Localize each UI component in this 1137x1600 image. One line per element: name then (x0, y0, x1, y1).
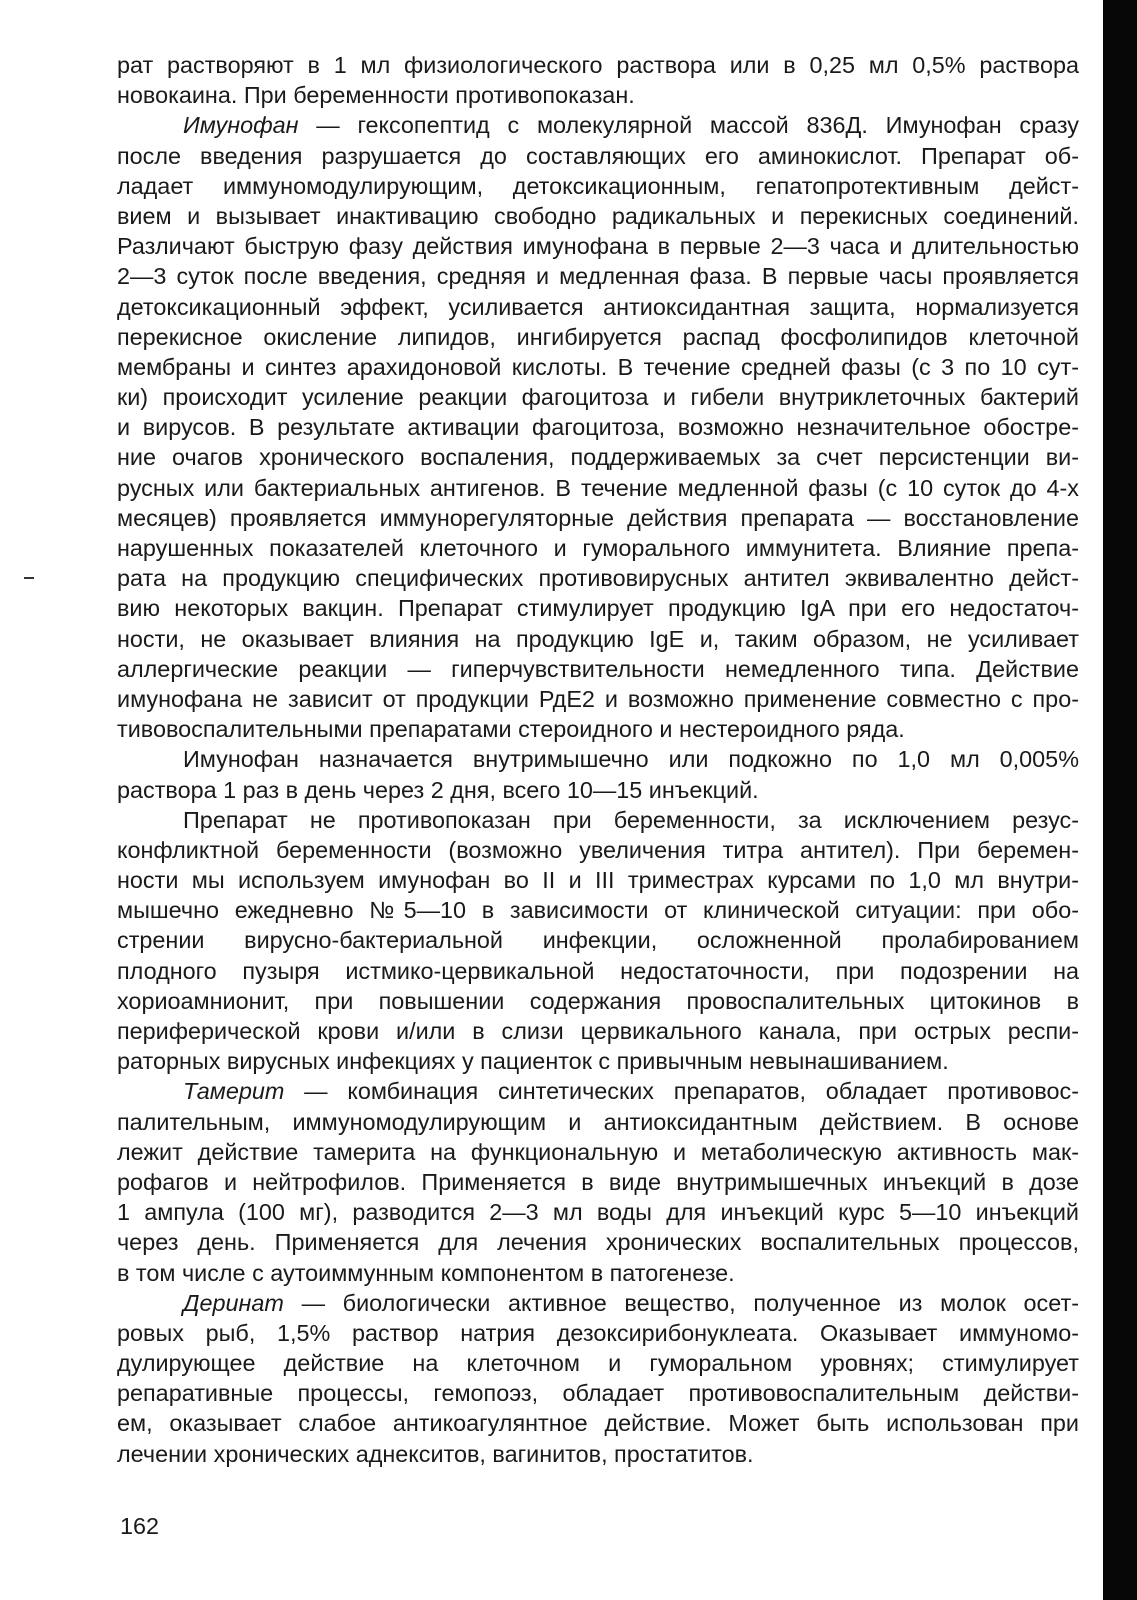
line-text: рат растворяют в 1 мл физиологического раствора или в 0,25 мл 0,5% раствора (117, 52, 1079, 78)
text-line (117, 744, 1079, 774)
line-text: Препарат не противопоказан при беременности, за исключением резус- (183, 806, 1079, 833)
line-text: палительным, иммуномодулирующим и антиоксидантным действием. В основе (117, 1108, 1079, 1135)
line-text: раствора 1 раз в день через 2 дня, всего 10—15 инъекций. (117, 776, 759, 803)
text-line (117, 1076, 1079, 1106)
line-text: плодного пузыря истмико-цервикальной недостаточности, при подозрении на (117, 957, 1079, 984)
text-line (117, 1258, 1079, 1288)
paragraph (117, 805, 1079, 1077)
text-line (117, 382, 1079, 412)
text-line (117, 986, 1079, 1016)
line-text: ладает иммуномодулирующим, детоксикационным, гепатопротективным дейст- (117, 172, 1079, 199)
line-text: вию некоторых вакцин. Препарат стимулирует продукцию IgA при его недостаточ- (117, 595, 1079, 622)
line-text: аллергические реакции — гиперчувствительности немедленного типа. Действие (117, 655, 1079, 682)
text-line (117, 80, 1079, 110)
text-line (117, 442, 1079, 472)
body-text (117, 50, 1079, 1469)
line-text: — комбинация синтетических препаратов, обладает противовос- (284, 1078, 1079, 1105)
line-text: лечении хронических аднекситов, вагинитов, простатитов. (117, 1440, 754, 1467)
text-line (117, 1227, 1079, 1257)
line-text: стрении вирусно-бактериальной инфекции, осложненной пролабированием (117, 927, 1079, 954)
line-text: репаративные процессы, гемопоэз, обладает противовоспалительным действи- (117, 1380, 1079, 1407)
text-line (117, 1197, 1079, 1227)
text-line (117, 533, 1079, 563)
paragraph (117, 1076, 1079, 1287)
line-text: ки) происходит усиление реакции фагоцитоза и гибели внутриклеточных бактерий (117, 384, 1079, 411)
line-text: Различают быструю фазу действия имунофана в первые 2—3 часа и длительностью (117, 233, 1079, 260)
page-number: 162 (120, 1513, 160, 1539)
text-line (117, 201, 1079, 231)
text-line (117, 835, 1079, 865)
text-line (117, 865, 1079, 895)
line-text: русных или бактериальных антигенов. В течение медленной фазы (с 10 суток до 4-х (117, 474, 1079, 501)
text-line (117, 352, 1079, 382)
text-line (117, 261, 1079, 291)
text-line (117, 503, 1079, 533)
line-text: хориоамнионит, при повышении содержания провоспалительных цитокинов в (117, 987, 1079, 1014)
text-line (117, 1137, 1079, 1167)
line-text: лежит действие тамерита на функциональную и метаболическую активность мак- (117, 1138, 1079, 1165)
line-text: и вирусов. В результате активации фагоцитоза, возможно незначительное обостре- (117, 414, 1079, 441)
line-text: ности, не оказывает влияния на продукцию IgE и, таким образом, не усиливает (117, 625, 1079, 652)
line-text: 2—3 суток после введения, средняя и медленная фаза. В первые часы проявляется (117, 263, 1079, 290)
drug-term: Деринат (183, 1289, 284, 1316)
line-text: — биологически активное вещество, полученное из молок осет- (283, 1289, 1079, 1316)
text-line (117, 1348, 1079, 1378)
line-text: вием и вызывает инактивацию свободно радикальных и перекисных соединений. (117, 202, 1079, 229)
text-line (117, 110, 1079, 140)
line-text: месяцев) проявляется иммунорегуляторные действия препарата — восстановление (117, 504, 1079, 531)
line-text: через день. Применяется для лечения хронических воспалительных процессов, (117, 1229, 1079, 1256)
text-line (117, 775, 1079, 805)
line-text: рофагов и нейтрофилов. Применяется в виде внутримышечных инъекций в дозе (117, 1168, 1079, 1195)
line-text: нарушенных показателей клеточного и гуморального иммунитета. Влияние препа- (117, 535, 1079, 561)
line-text: ности мы используем имунофан во II и III триместрах курсами по 1,0 мл внутри- (117, 867, 1079, 894)
text-line (117, 141, 1079, 171)
text-line (117, 805, 1079, 835)
text-line (117, 624, 1079, 654)
line-text: мембраны и синтез арахидоновой кислоты. В течение средней фазы (с 3 по 10 сут- (117, 353, 1079, 380)
text-line (117, 50, 1079, 80)
text-line (117, 895, 1079, 925)
line-text: ние очагов хронического воспаления, поддерживаемых за счет персистенции ви- (117, 444, 1079, 471)
text-line (117, 925, 1079, 955)
text-line (117, 231, 1079, 261)
text-line (117, 654, 1079, 684)
line-text: раторных вирусных инфекциях у пациенток с привычным невынашиванием. (117, 1048, 949, 1075)
margin-mark (24, 577, 34, 579)
paragraph (117, 1288, 1079, 1469)
line-text: конфликтной беременности (возможно увеличения титра антител). При беремен- (117, 836, 1079, 863)
text-line (117, 956, 1079, 986)
text-line (117, 1046, 1079, 1076)
line-text: — гексопептид с молекулярной массой 836Д. Имунофан сразу (298, 112, 1079, 139)
line-text: новокаина. При беременности противопоказан. (117, 82, 635, 109)
text-line (117, 593, 1079, 623)
text-line (117, 171, 1079, 201)
line-text: ровых рыб, 1,5% раствор натрия дезоксирибонуклеата. Оказывает иммуномо- (117, 1319, 1079, 1346)
line-text: Имунофан назначается внутримышечно или подкожно по 1,0 мл 0,005% (183, 746, 1079, 773)
line-text: ем, оказывает слабое антикоагулянтное действие. Может быть использован при (117, 1410, 1079, 1437)
text-line (117, 1439, 1079, 1469)
text-line (117, 1107, 1079, 1137)
text-line (117, 1378, 1079, 1408)
paragraph (117, 50, 1079, 110)
line-text: мышечно ежедневно №5—10 в зависимости от клинической ситуации: при обо- (117, 897, 1079, 924)
text-line (117, 714, 1079, 744)
line-text: имунофана не зависит от продукции РдЕ2 и возможно применение совместно с про- (117, 685, 1079, 712)
text-line (117, 292, 1079, 322)
line-text: детоксикационный эффект, усиливается антиоксидантная защита, нормализуется (117, 293, 1079, 320)
text-line (117, 563, 1079, 593)
line-text: рата на продукцию специфических противовирусных антител эквивалентно дейст- (117, 565, 1079, 592)
drug-term: Имунофан (183, 112, 299, 139)
text-line (117, 1408, 1079, 1438)
line-text: в том числе с аутоиммунным компонентом в патогенезе. (117, 1259, 735, 1286)
line-text: тивовоспалительными препаратами стероидного и нестероидного ряда. (117, 716, 905, 743)
text-line (117, 1167, 1079, 1197)
text-line (117, 1318, 1079, 1348)
text-line (117, 684, 1079, 714)
text-line (117, 322, 1079, 352)
paragraph (117, 110, 1079, 744)
line-text: дулирующее действие на клеточном и гуморальном уровнях; стимулирует (117, 1350, 1079, 1377)
text-line (117, 1288, 1079, 1318)
line-text: после введения разрушается до составляющих его аминокислот. Препарат об- (117, 142, 1079, 169)
line-text: перекисное окисление липидов, ингибируется распад фосфолипидов клеточной (117, 323, 1079, 350)
scan-binding-edge (1103, 0, 1137, 1600)
paragraph (117, 744, 1079, 804)
drug-term: Тамерит (183, 1078, 285, 1105)
line-text: периферической крови и/или в слизи цервикального канала, при острых респи- (117, 1018, 1079, 1044)
text-line (117, 473, 1079, 503)
text-line (117, 412, 1079, 442)
line-text: 1 ампула (100 мг), разводится 2—3 мл воды для инъекций курс 5—10 инъекций (117, 1199, 1079, 1226)
text-line (117, 1016, 1079, 1046)
